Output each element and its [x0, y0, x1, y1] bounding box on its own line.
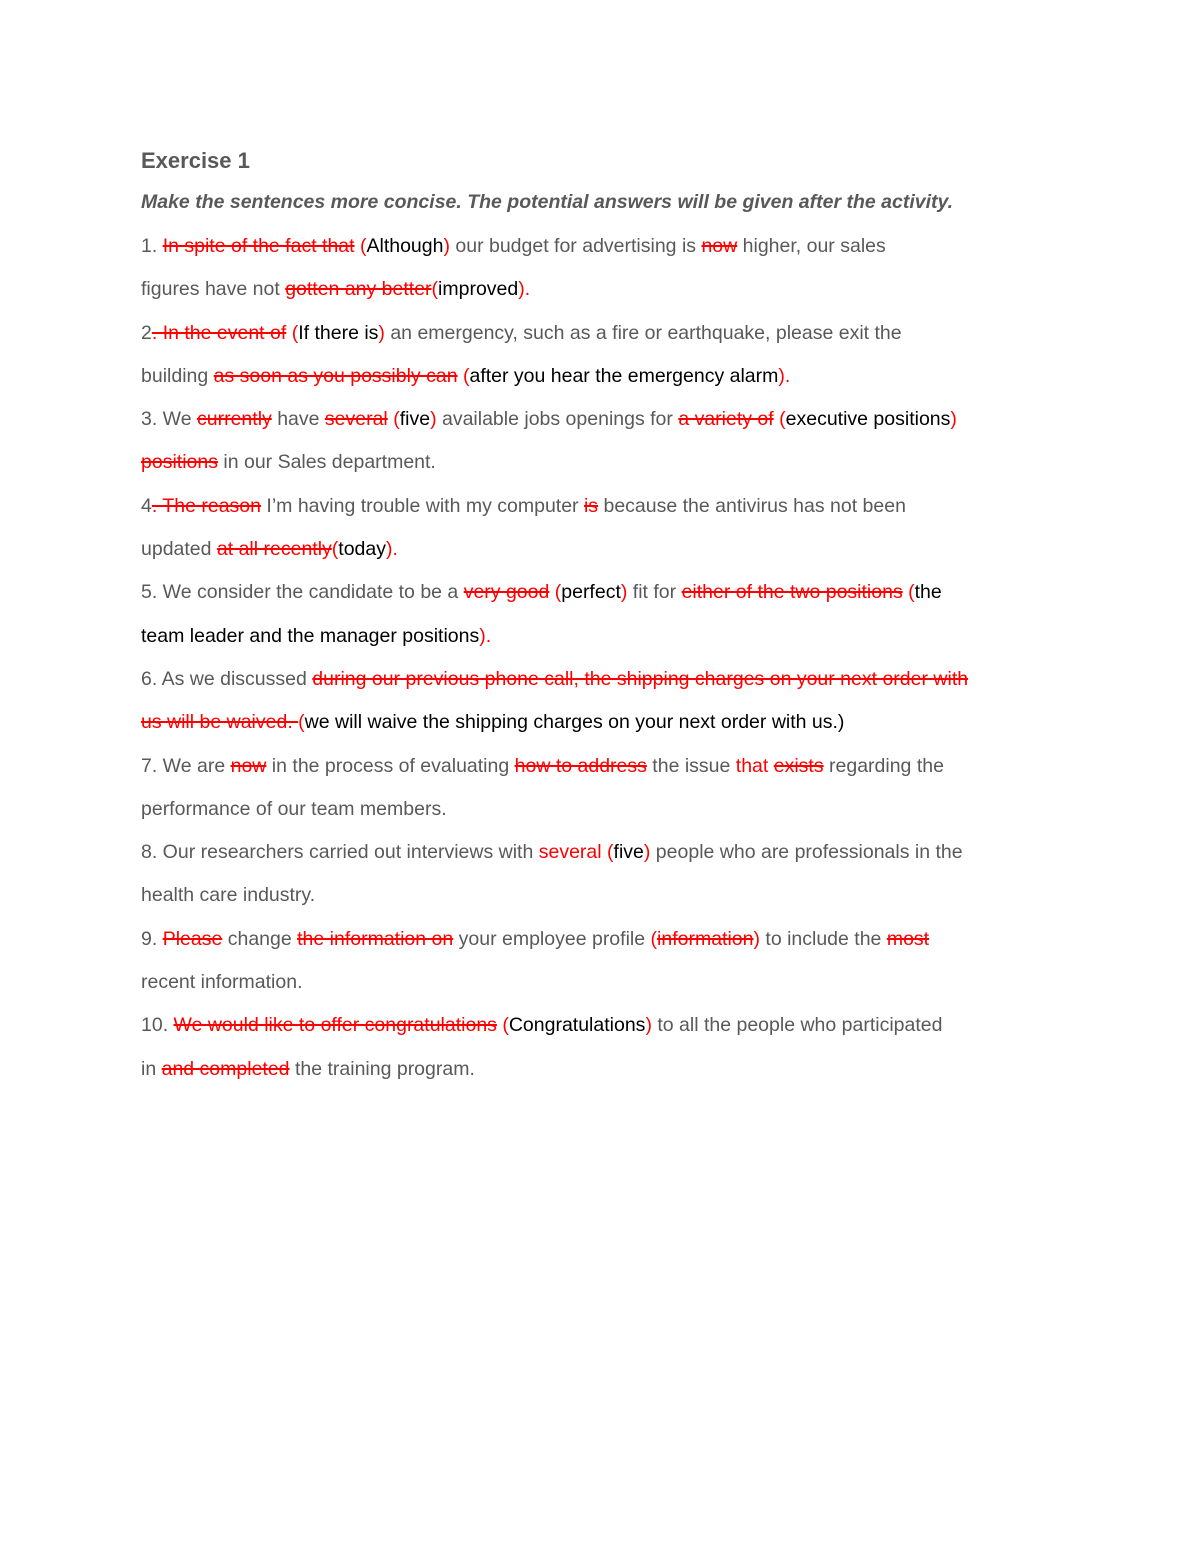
red-text: ) [443, 235, 450, 257]
text-line [141, 918, 1081, 961]
red-text: that [735, 754, 774, 777]
text-line [141, 874, 1081, 917]
body-text: people who are professionals in the [650, 841, 963, 864]
exercise-item [141, 658, 1081, 745]
deleted-text: how to address [514, 754, 647, 777]
text-line [141, 268, 1081, 311]
revised-text: improved [438, 278, 519, 301]
exercise-item [141, 398, 1081, 485]
text-line [141, 658, 1081, 701]
exercise-item [141, 1004, 1081, 1091]
revised-text: after you hear the emergency alarm [469, 364, 779, 387]
revised-text: Although [366, 235, 444, 257]
deleted-text: and completed [161, 1057, 290, 1080]
red-text: ) [643, 841, 651, 864]
body-text: 8. Our researchers carried out interviews with [141, 841, 539, 864]
deleted-text: most [886, 927, 930, 950]
red-text: ). [479, 624, 492, 647]
red-text: ( [291, 321, 299, 344]
text-line [141, 788, 1081, 831]
body-text: your employee profile [453, 927, 651, 950]
exercise-title: Exercise 1 [141, 148, 250, 173]
body-text: 7. We are [141, 754, 231, 777]
text-line [141, 355, 1081, 398]
body-text: 9. [141, 927, 163, 950]
text-line [141, 225, 1081, 268]
red-text: ( [650, 927, 658, 950]
deleted-text: positions [141, 451, 218, 474]
red-text: ( [393, 408, 400, 431]
body-text: in [141, 1057, 162, 1080]
body-text: an emergency, such as a fire or earthquake, please exit the [384, 321, 902, 344]
red-text: ( [554, 581, 562, 604]
deleted-text: now [230, 754, 267, 777]
exercise-item [141, 312, 1081, 399]
red-text: ( [462, 364, 470, 387]
body-text: available jobs openings for [436, 408, 679, 431]
red-text: ) [378, 321, 385, 344]
red-text: ( [607, 841, 614, 864]
body-text: the issue [646, 754, 736, 777]
text-line [141, 312, 1081, 355]
deleted-text: exists [773, 754, 824, 777]
deleted-text: during our previous phone call, the shipping charges on your next order with [312, 667, 969, 690]
deleted-text: now [701, 235, 738, 257]
red-text: ( [502, 1014, 509, 1037]
exercise-item [141, 831, 1081, 918]
red-text: ( [431, 278, 439, 301]
deleted-text: either of the two positions [681, 581, 903, 604]
body-text: because the antivirus has not been [598, 494, 906, 517]
deleted-text: . In the event of [151, 321, 287, 344]
body-text: 5. We consider the candidate to be a [141, 581, 464, 604]
body-text: building [141, 364, 214, 387]
deleted-text: the information on [297, 927, 454, 950]
revised-text: we will waive the shipping charges on your next order with us.) [304, 711, 845, 734]
body-text: 1. [141, 235, 163, 257]
body-text: recent information. [141, 971, 303, 994]
deleted-text: several [324, 408, 388, 431]
deleted-text: a variety of [678, 408, 774, 431]
body-text: fit for [627, 581, 682, 604]
exercise-item [141, 571, 1081, 658]
revised-text: team leader and the manager positions [141, 624, 480, 647]
deleted-text: We would like to offer congratulations [173, 1014, 497, 1037]
deleted-text: us will be waived. [141, 711, 299, 734]
exercise-item [141, 225, 1081, 312]
body-text: have [271, 408, 325, 431]
body-text: I’m having trouble with my computer [261, 494, 584, 517]
text-line [141, 701, 1081, 744]
body-text: 10. [141, 1014, 174, 1037]
deleted-text: Please [162, 927, 223, 950]
body-text: 6. As we discussed [141, 667, 313, 690]
body-text: change [222, 927, 298, 950]
exercise-item [141, 918, 1081, 1005]
body-text: 3. We [141, 408, 197, 431]
deleted-text: currently [197, 408, 272, 431]
body-text: 4 [141, 494, 152, 517]
text-line [141, 1004, 1081, 1047]
text-line [141, 398, 1081, 441]
exercise-item [141, 485, 1081, 572]
deleted-text: gotten any better [285, 278, 432, 301]
body-text: the training program. [289, 1057, 475, 1080]
deleted-text: very good [463, 581, 550, 604]
body-text: figures have not [141, 278, 286, 301]
body-text: updated [141, 538, 217, 561]
red-text: ) [753, 927, 760, 950]
deleted-text: at all recently [216, 538, 332, 561]
deleted-text: is [583, 494, 599, 517]
text-line [141, 485, 1081, 528]
body-text: to all the people who participated [651, 1014, 943, 1037]
red-text: ( [359, 235, 367, 257]
text-line [141, 615, 1081, 658]
red-text: ( [779, 408, 786, 431]
revised-text: perfect [561, 581, 621, 604]
text-line [141, 441, 1081, 484]
deleted-text: information [657, 927, 754, 950]
deleted-text: . The reason [151, 494, 261, 517]
text-line [141, 1048, 1081, 1091]
revised-text: Congratulations [508, 1014, 646, 1037]
body-text: higher, our sales [737, 235, 886, 257]
body-text: our budget for advertising is [449, 235, 702, 257]
text-line [141, 961, 1081, 1004]
red-text: ( [298, 711, 305, 734]
body-text: performance of our team members. [141, 797, 447, 820]
red-text: ). [778, 364, 791, 387]
body-text: in the process of evaluating [266, 754, 515, 777]
exercise-list [141, 225, 1081, 1091]
revised-text: If there is [298, 321, 379, 344]
red-text: ) [430, 408, 437, 431]
body-text: regarding the [823, 754, 944, 777]
revised-text: executive positions [785, 408, 951, 431]
text-line [141, 831, 1081, 874]
red-text: ( [331, 538, 339, 561]
red-text: ) [645, 1014, 652, 1037]
revised-text: the [914, 581, 942, 604]
body-text: health care industry. [141, 884, 316, 907]
red-text: ) [950, 408, 957, 431]
text-line [141, 571, 1081, 614]
red-text: ( [908, 581, 915, 604]
red-text: ) [620, 581, 628, 604]
deleted-text: In spite of the fact that [162, 235, 355, 257]
red-text: ). [386, 538, 398, 561]
red-text: ). [518, 278, 531, 301]
body-text: in our Sales department. [217, 451, 436, 474]
revised-text: five [613, 841, 644, 864]
revised-text: today [338, 538, 386, 561]
exercise-instruction: Make the sentences more concise. The potential answers will be given after the activity. [141, 191, 954, 213]
red-text: several [538, 841, 602, 864]
body-text: to include the [759, 927, 887, 950]
text-line [141, 528, 1081, 571]
document-page [141, 143, 1081, 1091]
body-text: 2 [141, 321, 152, 344]
text-line [141, 745, 1081, 788]
deleted-text: as soon as you possibly can [213, 364, 458, 387]
exercise-item [141, 745, 1081, 832]
revised-text: five [399, 408, 431, 431]
